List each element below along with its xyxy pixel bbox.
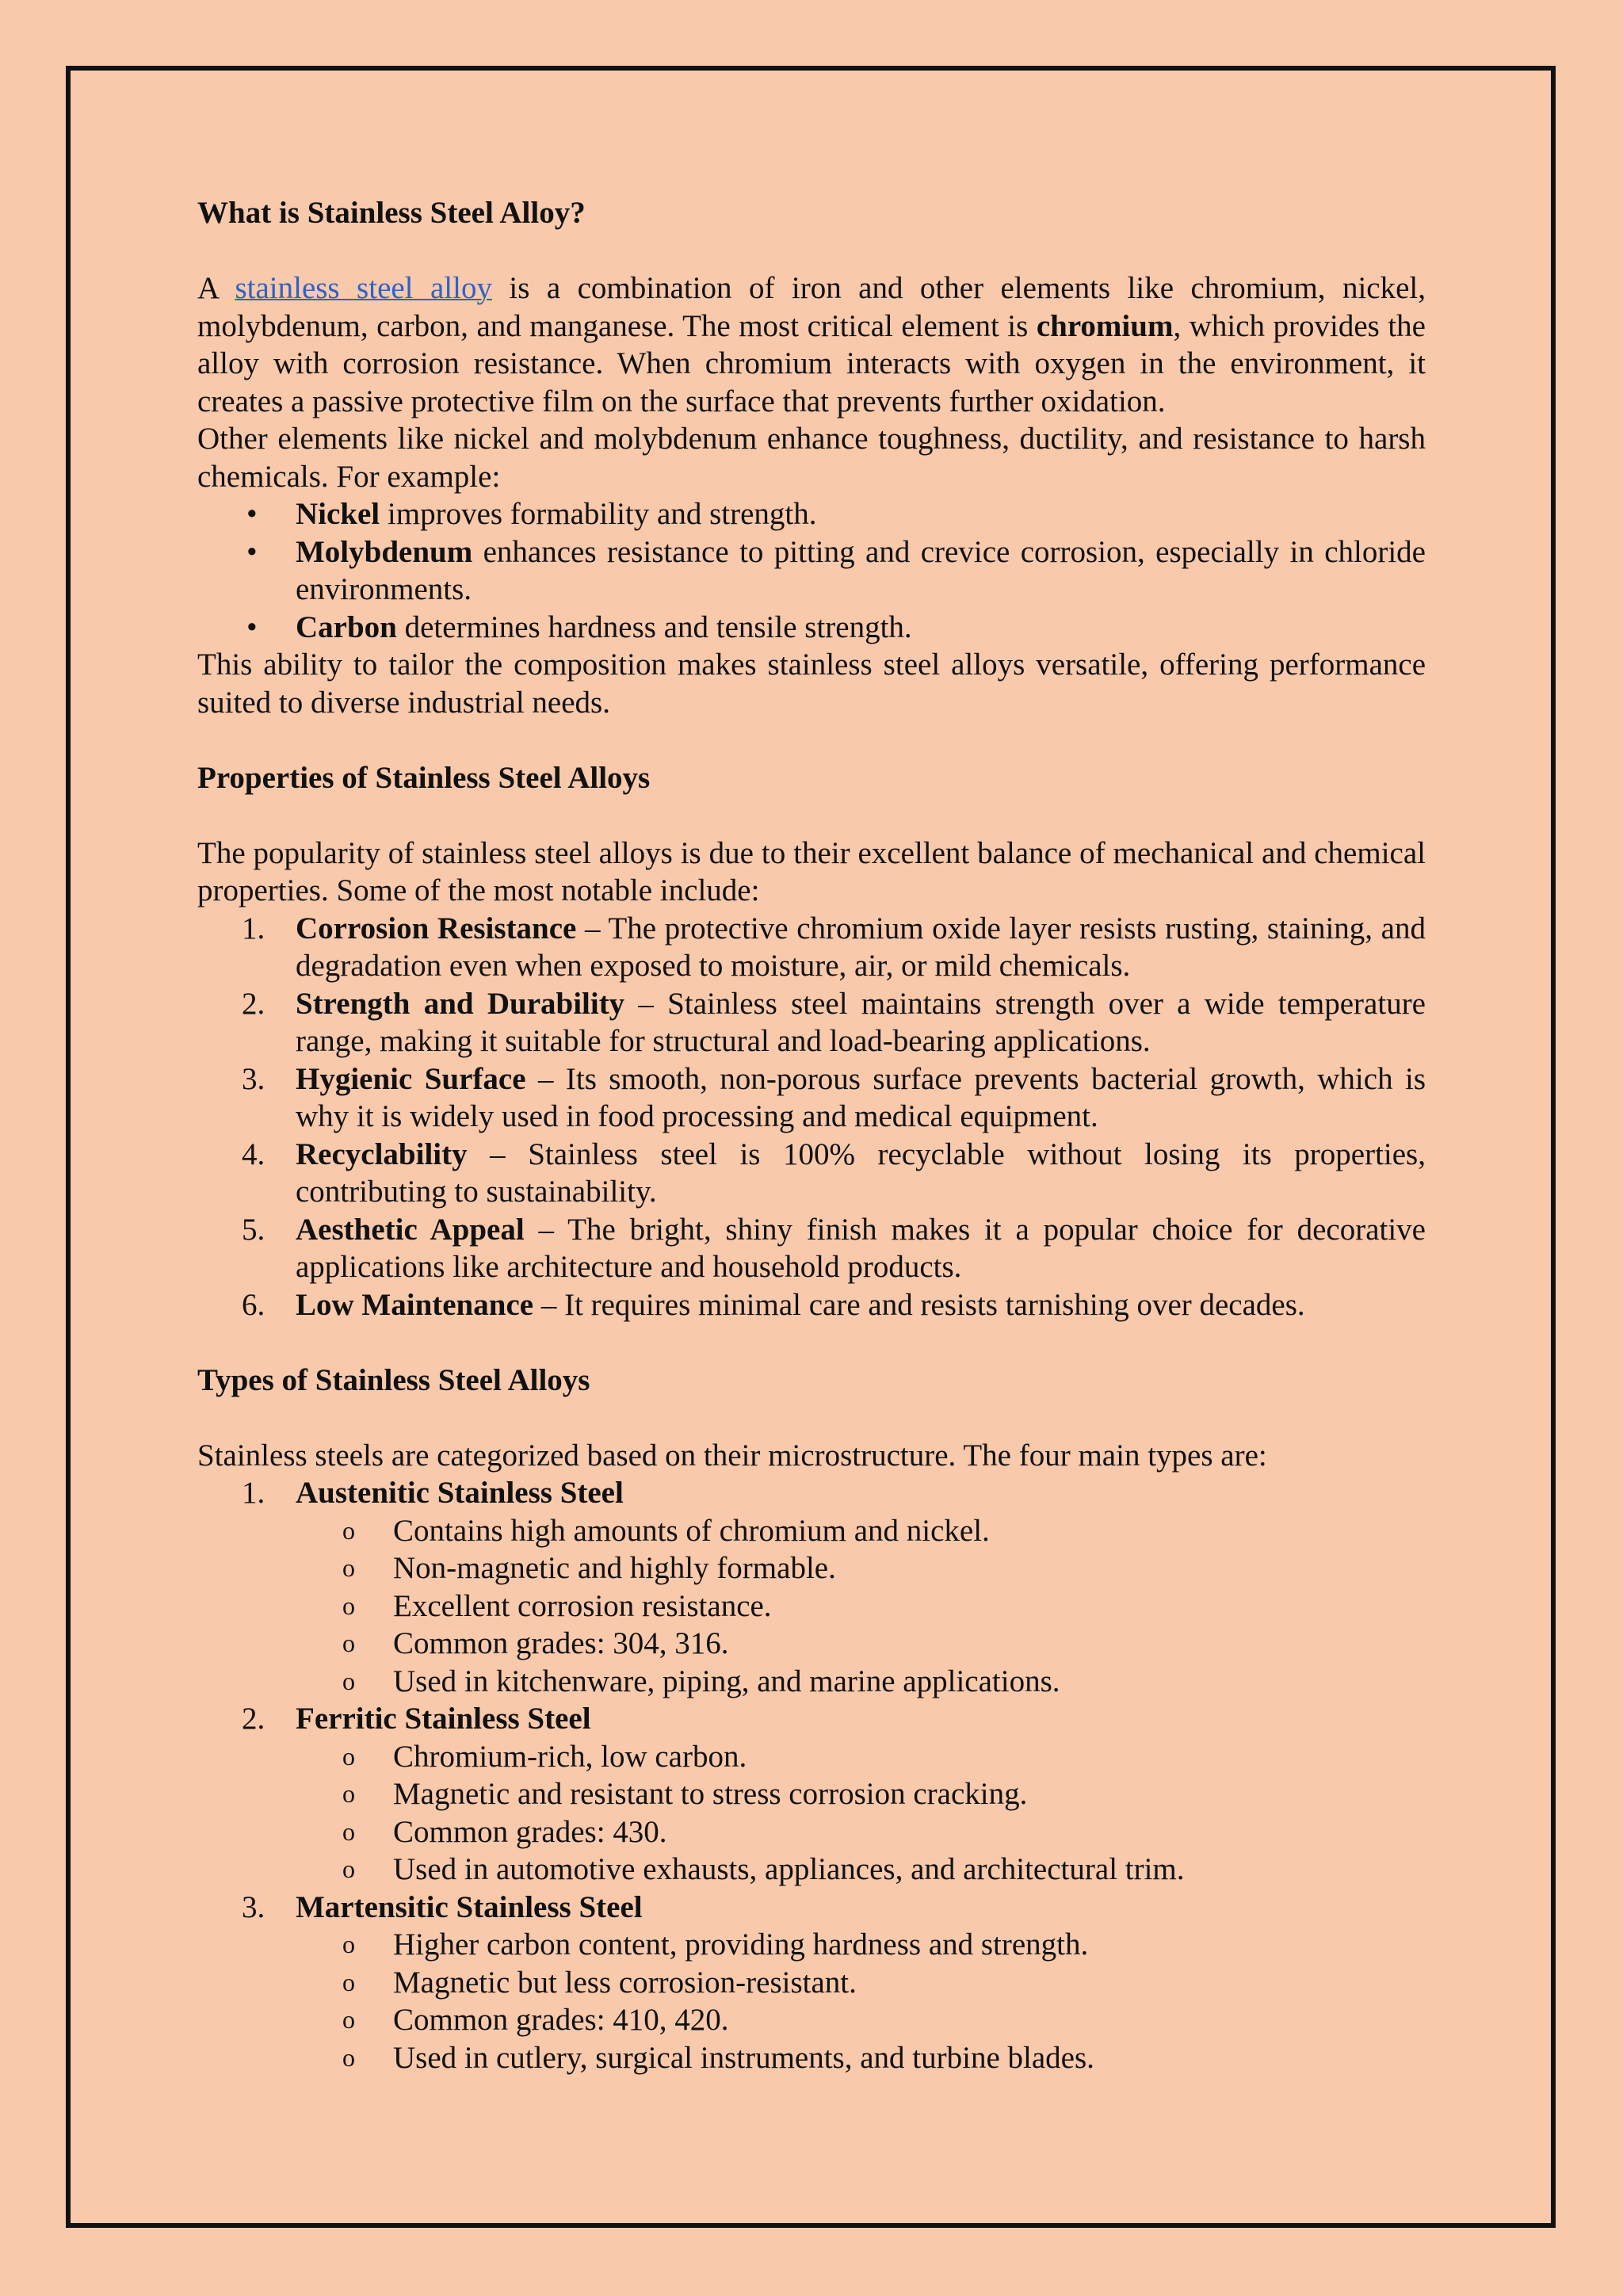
circle-bullet-icon: o — [342, 1515, 355, 1545]
properties-list — [197, 910, 1426, 1324]
type-name: Martensitic Stainless Steel — [296, 1889, 643, 1924]
section-spacer — [197, 1324, 1426, 1362]
sub-list-item — [197, 2001, 1426, 2039]
circle-bullet-icon: o — [342, 1741, 355, 1771]
sub-list-item — [197, 1549, 1426, 1587]
item-number: 3. — [242, 1889, 265, 1924]
item-text: – It requires minimal care and resists tarnishing over decades. — [533, 1287, 1305, 1322]
type-title — [197, 1474, 1426, 1512]
item-term: Hygienic Surface — [296, 1061, 526, 1096]
elements-paragraph: Other elements like nickel and molybdenum enhance toughness, ductility, and resistance to harsh chemicals. For example: — [197, 422, 1426, 494]
list-item — [197, 609, 1426, 647]
type-group-martensitic — [197, 1889, 1426, 2077]
sub-item-text: Common grades: 410, 420. — [393, 2003, 729, 2037]
item-text: – Its smooth, non-porous surface prevents bacterial growth, which is why it is widely used in food processing and medical equipment. — [296, 1061, 1426, 1133]
elements-bullet-list — [197, 495, 1426, 646]
sub-list-item — [197, 1625, 1426, 1663]
circle-bullet-icon: o — [342, 1591, 355, 1620]
sub-list-item — [197, 1775, 1426, 1813]
sub-list-item — [197, 1964, 1426, 2002]
sub-item-text: Excellent corrosion resistance. — [393, 1588, 772, 1623]
sub-item-text: Chromium-rich, low carbon. — [393, 1739, 747, 1774]
type-name: Ferritic Stainless Steel — [296, 1702, 591, 1736]
item-number: 2. — [242, 1702, 265, 1736]
bullet-term: Nickel — [296, 497, 380, 531]
type-group-ferritic — [197, 1700, 1426, 1889]
circle-bullet-icon: o — [342, 1779, 355, 1808]
list-item — [197, 1286, 1426, 1324]
circle-bullet-icon: o — [342, 1817, 355, 1846]
sub-item-text: Higher carbon content, providing hardness and strength. — [393, 1927, 1089, 1962]
circle-bullet-icon: o — [342, 1930, 355, 1958]
sub-list-item — [197, 1738, 1426, 1776]
item-text: – Stainless steel is 100% recyclable without losing its properties, contributing to sustainability. — [296, 1137, 1426, 1209]
sub-list-item — [197, 1813, 1426, 1851]
stainless-steel-alloy-link[interactable]: stainless steel alloy — [235, 271, 492, 305]
intro-text-middle: is a combination of iron and other elements like chromium, nickel, molybdenum, carbon, and manganese. The most critical element is — [197, 271, 1426, 343]
intro-paragraph — [197, 269, 1426, 420]
bullet-text: enhances resistance to pitting and crevice corrosion, especially in chloride environments. — [296, 534, 1426, 606]
section-spacer — [197, 721, 1426, 759]
item-number: 5. — [242, 1212, 265, 1247]
list-item — [197, 1136, 1426, 1211]
bullet-icon: • — [246, 497, 258, 531]
type-group-austenitic — [197, 1474, 1426, 1700]
item-term: Aesthetic Appeal — [296, 1212, 525, 1247]
list-item — [197, 1211, 1426, 1286]
circle-bullet-icon: o — [342, 1666, 355, 1695]
sub-item-text: Used in automotive exhausts, appliances, and architectural trim. — [393, 1852, 1185, 1886]
properties-intro: The popularity of stainless steel alloys is due to their excellent balance of mechanical and chemical properties. Some of the most notable include: — [197, 835, 1426, 907]
sub-list-item — [197, 1851, 1426, 1889]
bullet-icon: • — [246, 534, 258, 569]
sub-item-text: Common grades: 304, 316. — [393, 1626, 729, 1660]
item-text: – Stainless steel maintains strength over a wide temperature range, making it suitable for structural and load-bearing applications. — [296, 986, 1426, 1058]
item-number: 2. — [242, 986, 265, 1021]
circle-bullet-icon: o — [342, 2005, 355, 2034]
list-item — [197, 985, 1426, 1060]
intro-text-start: A — [197, 271, 235, 305]
closing-paragraph: This ability to tailor the composition makes stainless steel alloys versatile, offering performance suited to diverse industrial needs. — [197, 648, 1426, 720]
type-title — [197, 1889, 1426, 1927]
item-text: – The bright, shiny finish makes it a popular choice for decorative applications like architecture and household products. — [296, 1212, 1426, 1284]
circle-bullet-icon: o — [342, 1855, 355, 1883]
sub-item-text: Used in cutlery, surgical instruments, and turbine blades. — [393, 2040, 1094, 2075]
sub-item-text: Contains high amounts of chromium and nickel. — [393, 1513, 990, 1548]
bullet-text: determines hardness and tensile strength. — [396, 609, 912, 644]
sub-list-item — [197, 1926, 1426, 1964]
sub-list-item — [197, 1587, 1426, 1626]
item-number: 3. — [242, 1061, 265, 1096]
types-intro: Stainless steels are categorized based on their microstructure. The four main types are: — [197, 1438, 1267, 1473]
sub-item-text: Common grades: 430. — [393, 1814, 667, 1849]
circle-bullet-icon: o — [342, 1629, 355, 1657]
types-list — [197, 1474, 1426, 2076]
bullet-term: Molybdenum — [296, 534, 473, 569]
item-number: 6. — [242, 1287, 265, 1322]
sub-item-text: Used in kitchenware, piping, and marine applications. — [393, 1664, 1060, 1698]
item-term: Low Maintenance — [296, 1287, 534, 1322]
sub-item-text: Magnetic and resistant to stress corrosion cracking. — [393, 1777, 1028, 1811]
item-term: Corrosion Resistance — [296, 911, 577, 946]
bullet-term: Carbon — [296, 609, 397, 644]
list-item — [197, 533, 1426, 609]
item-term: Recyclability — [296, 1137, 468, 1171]
list-item — [197, 495, 1426, 533]
document-body — [197, 194, 1426, 2076]
item-term: Strength and Durability — [296, 986, 625, 1021]
item-number: 4. — [242, 1137, 265, 1171]
circle-bullet-icon: o — [342, 2042, 355, 2072]
type-title — [197, 1700, 1426, 1738]
intro-text-end: , which provides the alloy with corrosion resistance. When chromium interacts with oxygen in the environment, it creates a passive protective film on the surface that prevents further oxidation. — [197, 308, 1426, 418]
item-text: – The protective chromium oxide layer resists rusting, staining, and degradation even when exposed to moisture, air, or mild chemicals. — [296, 911, 1426, 983]
sub-list-item — [197, 1663, 1426, 1701]
list-item — [197, 910, 1426, 985]
section-heading-types: Types of Stainless Steel Alloys — [197, 1362, 590, 1397]
list-item — [197, 1060, 1426, 1136]
sub-list-item — [197, 2039, 1426, 2077]
circle-bullet-icon: o — [342, 1967, 355, 1996]
bullet-text: improves formability and strength. — [380, 497, 817, 531]
bullet-icon: • — [246, 609, 258, 644]
sub-item-text: Non-magnetic and highly formable. — [393, 1551, 836, 1585]
sub-item-text: Magnetic but less corrosion-resistant. — [393, 1965, 857, 2000]
section-heading-properties: Properties of Stainless Steel Alloys — [197, 760, 651, 795]
sub-list-item — [197, 1512, 1426, 1550]
intro-bold-term: chromium — [1036, 308, 1174, 343]
item-number: 1. — [242, 911, 265, 946]
circle-bullet-icon: o — [342, 1553, 355, 1582]
type-name: Austenitic Stainless Steel — [296, 1476, 624, 1510]
section-heading-what-is: What is Stainless Steel Alloy? — [197, 196, 586, 230]
item-number: 1. — [242, 1476, 265, 1510]
